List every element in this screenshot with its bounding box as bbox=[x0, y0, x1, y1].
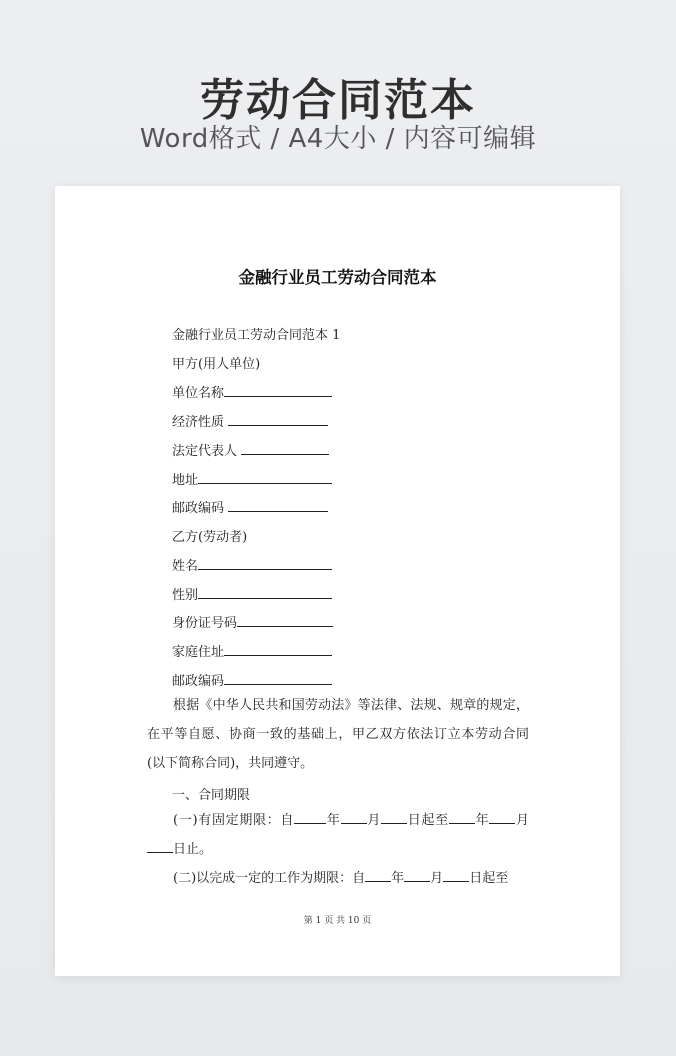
document-title: 金融行业员工劳动合同范本 bbox=[238, 268, 437, 287]
intro-paragraph: 根据《中华人民共和国劳动法》等法律、法规、规章的规定，在平等自愿、协商一致的基础上，甲乙双方依法订立本劳动合同(以下简称合同)，共同遵守。 bbox=[147, 698, 529, 771]
name-field: 姓名 bbox=[172, 555, 332, 574]
postcode-a-blank bbox=[228, 499, 328, 512]
gender-field: 性别 bbox=[172, 584, 332, 603]
name-blank bbox=[198, 557, 332, 570]
party-b-label: 乙方(劳动者) bbox=[172, 530, 248, 545]
document-page bbox=[55, 186, 620, 976]
home-address-field: 家庭住址 bbox=[172, 641, 332, 660]
legal-rep-blank bbox=[241, 442, 329, 455]
page-number-footer: 第 1 页 共 10 页 bbox=[303, 916, 372, 926]
legal-rep-field: 法定代表人 bbox=[172, 440, 329, 459]
banner-subtitle: Word格式 / A4大小 / 内容可编辑 bbox=[139, 124, 537, 154]
postcode-a-field: 邮政编码 bbox=[172, 497, 328, 516]
postcode-b-blank bbox=[224, 672, 332, 685]
home-address-blank bbox=[224, 643, 332, 656]
address-field: 地址 bbox=[172, 469, 332, 488]
unit-name-blank bbox=[224, 384, 332, 397]
clause-task-term: (二)以完成一定的工作为期限：自 年 月 日起至 bbox=[173, 871, 509, 886]
clause-fixed-term: (一)有固定期限：自 年 月 日起至 年 月日止。 bbox=[147, 806, 529, 864]
section-term-heading: 一、合同期限 bbox=[172, 788, 251, 803]
gender-blank bbox=[198, 586, 332, 599]
contract-heading: 金融行业员工劳动合同范本 1 bbox=[172, 328, 341, 343]
id-number-blank bbox=[237, 614, 333, 627]
banner-title: 劳动合同范本 bbox=[200, 75, 476, 126]
party-a-label: 甲方(用人单位) bbox=[172, 357, 261, 372]
unit-name-field: 单位名称 bbox=[172, 382, 332, 401]
postcode-b-field: 邮政编码 bbox=[172, 670, 332, 689]
address-blank bbox=[198, 471, 332, 484]
id-number-field: 身份证号码 bbox=[172, 612, 333, 631]
econ-nature-blank bbox=[228, 413, 328, 426]
econ-nature-field: 经济性质 bbox=[172, 411, 328, 430]
